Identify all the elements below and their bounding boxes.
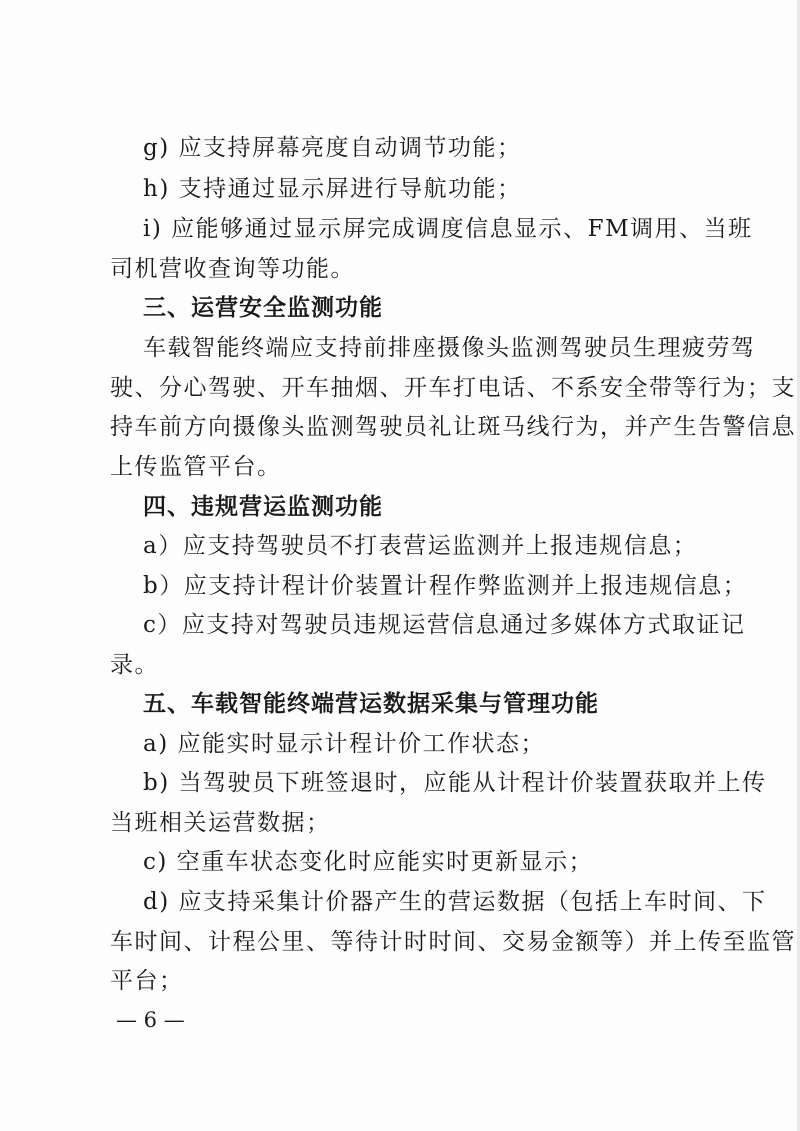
- item-d: d) 应支持采集计价器产生的营运数据（包括上车时间、下: [143, 889, 767, 915]
- item-i-continued: 司机营收查询等功能。: [110, 256, 355, 282]
- item-b-continued: 当班相关运营数据；: [110, 810, 331, 836]
- item-c: c) 空重车状态变化时应能实时更新显示；: [143, 849, 594, 875]
- section-heading-5: 五、车载智能终端营运数据采集与管理功能: [143, 691, 599, 717]
- item-g: g) 应支持屏幕亮度自动调节功能；: [143, 135, 522, 161]
- item-b: b）应支持计程计价装置计程作弊监测并上报违规信息；: [143, 573, 748, 599]
- paragraph-line: 车载智能终端应支持前排座摄像头监测驾驶员生理疲劳驾: [143, 335, 756, 361]
- item-c-continued: 录。: [110, 652, 159, 678]
- item-b: b) 当驾驶员下班签退时，应能从计程计价装置获取并上传: [143, 770, 767, 796]
- item-d-continued: 平台；: [110, 968, 184, 994]
- section-heading-3: 三、运营安全监测功能: [143, 295, 383, 321]
- section-heading-4: 四、违规营运监测功能: [143, 494, 383, 520]
- item-a: a) 应能实时显示计程计价工作状态；: [143, 731, 545, 757]
- item-d-continued: 车时间、计程公里、等待计时时间、交易金额等）并上传至监管: [110, 929, 796, 955]
- paragraph-line: 上传监管平台。: [110, 454, 282, 480]
- item-i: i) 应能够通过显示屏完成调度信息显示、FM调用、当班: [143, 216, 753, 242]
- page-number: — 6 —: [116, 1008, 185, 1032]
- paragraph-line: 持车前方向摄像头监测驾驶员礼让斑马线行为，并产生告警信息: [110, 414, 796, 440]
- item-a: a）应支持驾驶员不打表营运监测并上报违规信息；: [143, 533, 698, 559]
- item-c: c）应支持对驾驶员违规运营信息通过多媒体方式取证记: [143, 612, 746, 638]
- paragraph-line: 驶、分心驾驶、开车抽烟、开车打电话、不系安全带等行为；支: [110, 375, 796, 401]
- item-h: h) 支持通过显示屏进行导航功能；: [143, 176, 522, 202]
